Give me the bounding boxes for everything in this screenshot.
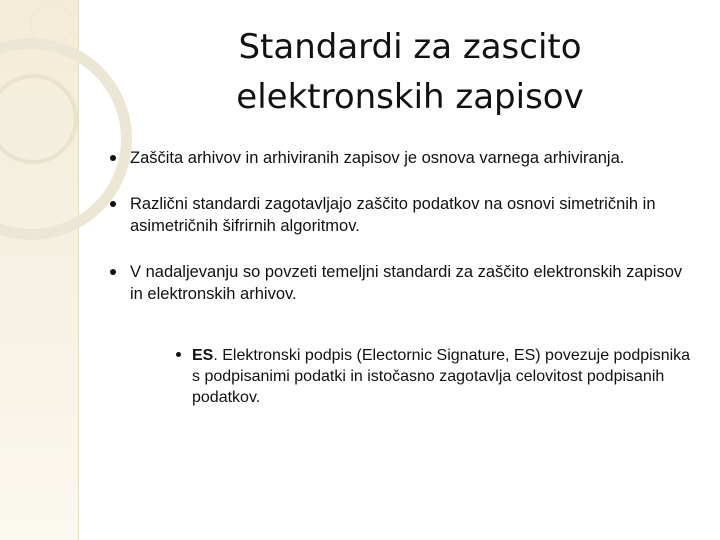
bullet-list xyxy=(108,147,698,432)
bullet-text: Različni standardi zagotavljajo zaščito podatkov na osnovi simetričnih in asimetričnih šifrirnih algoritmov. xyxy=(130,195,656,235)
decorative-side-panel xyxy=(0,0,79,540)
bullet-dot-icon xyxy=(110,269,116,275)
sub-bullet-text: . Elektronski podpis (Electornic Signature, ES) povezuje podpisnika s podpisanimi podatki in istočasno zagotavlja celovitost podpisanih podatkov. xyxy=(192,347,691,406)
sub-bullet-dot-icon xyxy=(176,352,181,357)
bullet-item xyxy=(108,193,698,237)
bullet-dot-icon xyxy=(110,155,116,161)
bullet-item xyxy=(108,147,698,169)
title-line-2: elektronskih zapisov xyxy=(236,77,584,117)
title-line-1: Standardi za zascito xyxy=(238,27,582,67)
decorative-ring-small xyxy=(30,2,74,46)
bullet-text: V nadaljevanju so povzeti temeljni standardi za zaščito elektronskih zapisov in elektronskih arhivov. xyxy=(130,263,683,303)
slide-title xyxy=(150,22,670,122)
bullet-item xyxy=(108,261,698,408)
bullet-dot-icon xyxy=(110,201,116,207)
sub-bullet-item xyxy=(174,345,698,408)
bullet-text: Zaščita arhivov in arhiviranih zapisov je osnova varnega arhiviranja. xyxy=(130,149,625,167)
sub-bullet-term: ES xyxy=(192,347,214,364)
